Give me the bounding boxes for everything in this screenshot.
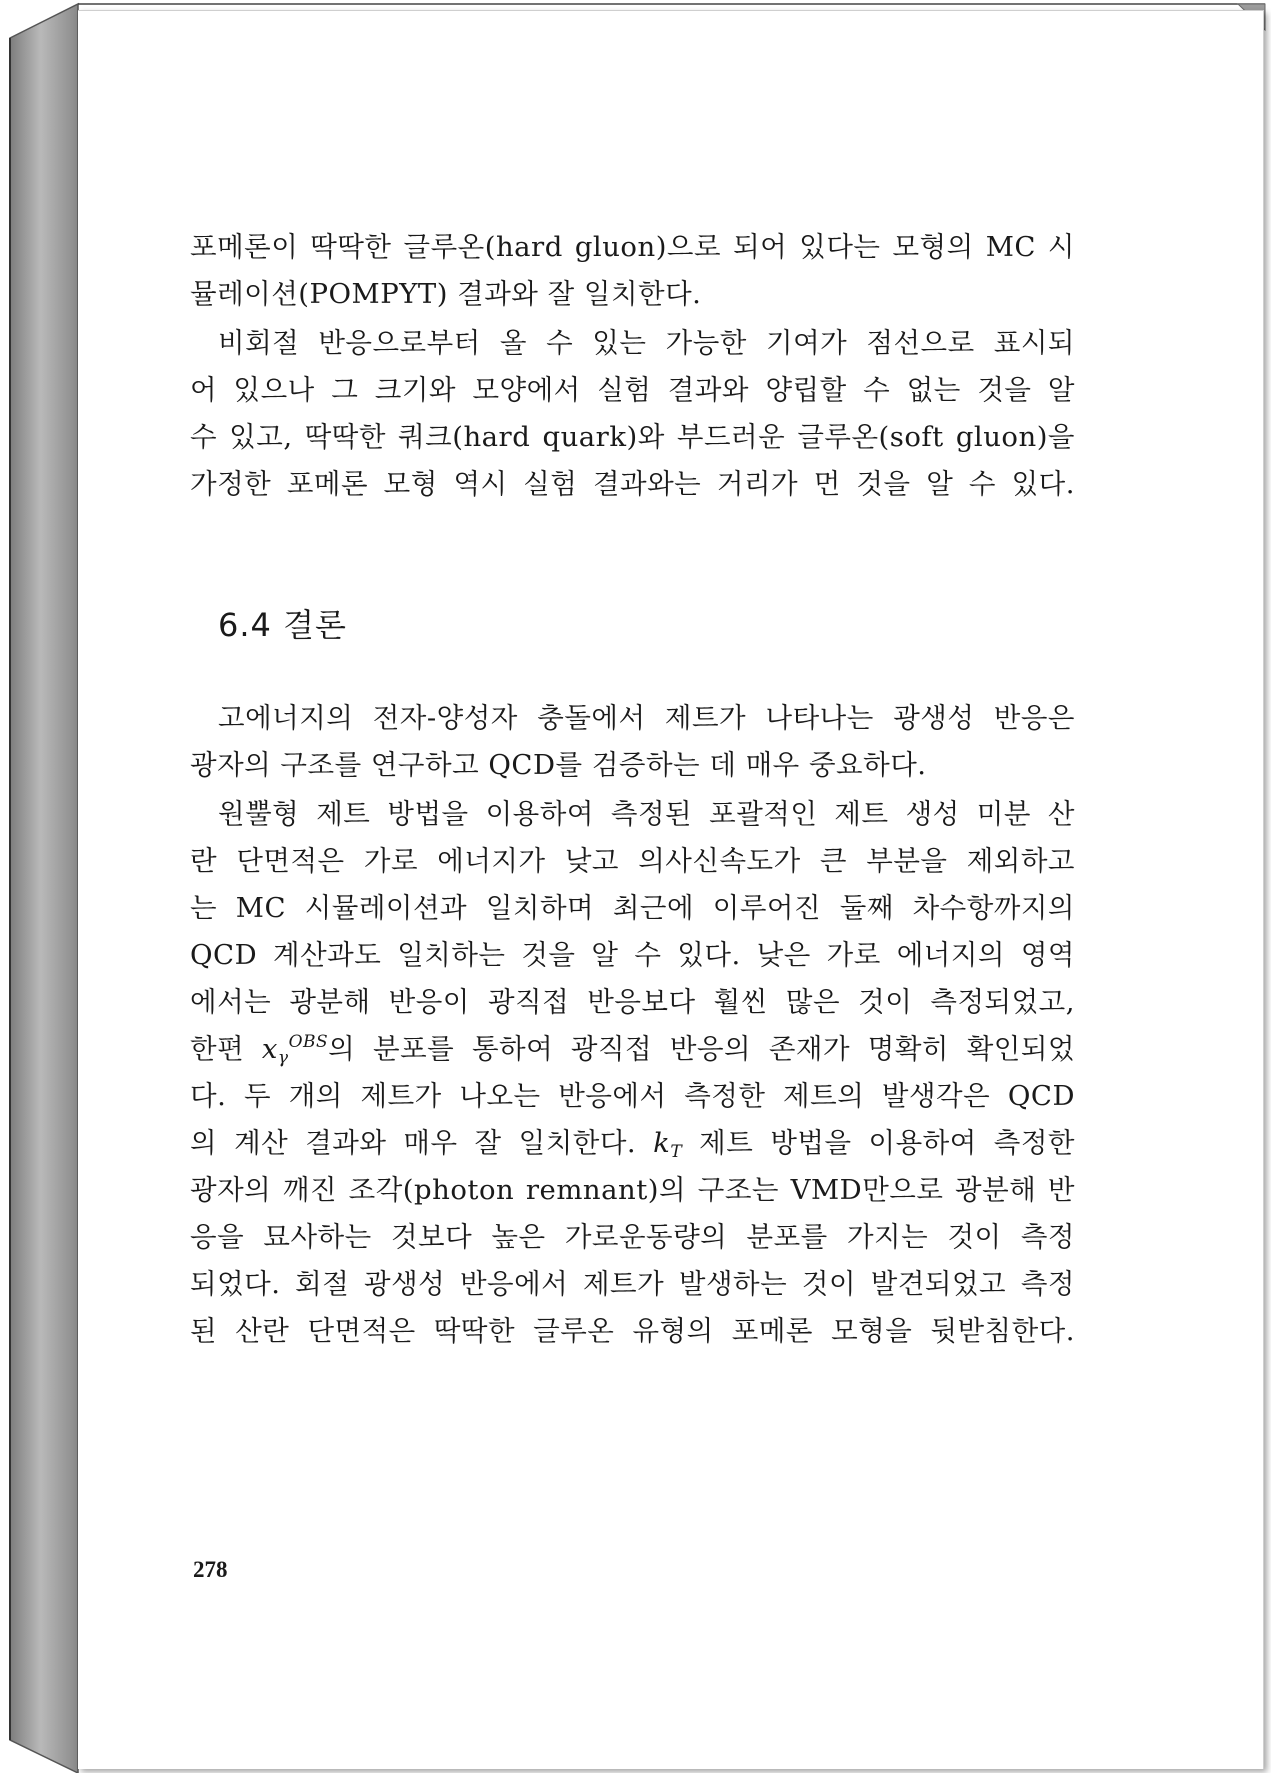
text-line: 어 있으나 그 크기와 모양에서 실험 결과와 양립할 수 없는 것을 알: [190, 374, 1075, 406]
text-segment: 의 계산 결과와 매우 잘 일치한다.: [190, 1127, 654, 1159]
math-subscript: γ: [277, 1048, 289, 1068]
text-line: QCD 계산과도 일치하는 것을 알 수 있다. 낮은 가로 에너지의 영역: [190, 939, 1075, 971]
text-line: 광자의 구조를 연구하고 QCD를 검증하는 데 매우 중요하다.: [190, 749, 927, 781]
text-line: 되었다. 회절 광생성 반응에서 제트가 발생하는 것이 발견되었고 측정: [190, 1268, 1075, 1300]
math-superscript: OBS: [288, 1032, 329, 1052]
text-line: 포메론이 딱딱한 글루온(hard gluon)으로 되어 있다는 모형의 MC 시: [190, 231, 1075, 263]
text-line-with-math: [190, 1026, 1075, 1073]
second-paragraph: [190, 320, 1075, 508]
text-line: 란 단면적은 가로 에너지가 낮고 의사신속도가 큰 부분을 제외하고: [190, 845, 1075, 877]
text-line: 는 MC 시뮬레이션과 일치하며 최근에 이루어진 둘째 차수항까지의: [190, 892, 1075, 924]
top-paragraph: [190, 224, 1075, 318]
text-line: 응을 묘사하는 것보다 높은 가로운동량의 분포를 가지는 것이 측정: [190, 1221, 1075, 1253]
text-segment: 한편: [190, 1033, 262, 1065]
text-segment: 의 분포를 통하여 광직접 반응의 존재가 명확히 확인되었: [328, 1033, 1076, 1065]
math-subscript: T: [670, 1142, 683, 1162]
conclusion-paragraph-1: [190, 695, 1075, 789]
text-line: 에서는 광분해 반응이 광직접 반응보다 훨씬 많은 것이 측정되었고,: [190, 986, 1075, 1018]
text-line-with-math: [190, 1120, 1075, 1167]
conclusion-paragraph-2: [190, 791, 1075, 1355]
math-variable-x: x: [261, 1033, 278, 1065]
text-line: 비회절 반응으로부터 올 수 있는 가능한 기여가 점선으로 표시되: [218, 327, 1075, 359]
text-line: 원뿔형 제트 방법을 이용하여 측정된 포괄적인 제트 생성 미분 산: [218, 798, 1075, 830]
page-number: 278: [193, 1557, 228, 1582]
text-line: 수 있고, 딱딱한 쿼크(hard quark)와 부드러운 글루온(soft gluon)을: [190, 421, 1075, 453]
text-line: 고에너지의 전자-양성자 충돌에서 제트가 나타나는 광생성 반응은: [218, 702, 1075, 734]
text-line: 된 산란 단면적은 딱딱한 글루온 유형의 포메론 모형을 뒷받침한다.: [190, 1315, 1075, 1347]
text-line: 가정한 포메론 모형 역시 실험 결과와는 거리가 먼 것을 알 수 있다.: [190, 468, 1075, 500]
text-line: 다. 두 개의 제트가 나오는 반응에서 측정한 제트의 발생각은 QCD: [190, 1080, 1075, 1112]
section-title: 6.4 결론: [218, 606, 347, 644]
text-line: 뮬레이션(POMPYT) 결과와 잘 일치한다.: [190, 278, 702, 310]
text-line: 광자의 깨진 조각(photon remnant)의 구조는 VMD만으로 광분해 반: [190, 1174, 1075, 1206]
math-variable-k: k: [653, 1127, 671, 1159]
text-segment: 제트 방법을 이용하여 측정한: [682, 1127, 1075, 1159]
